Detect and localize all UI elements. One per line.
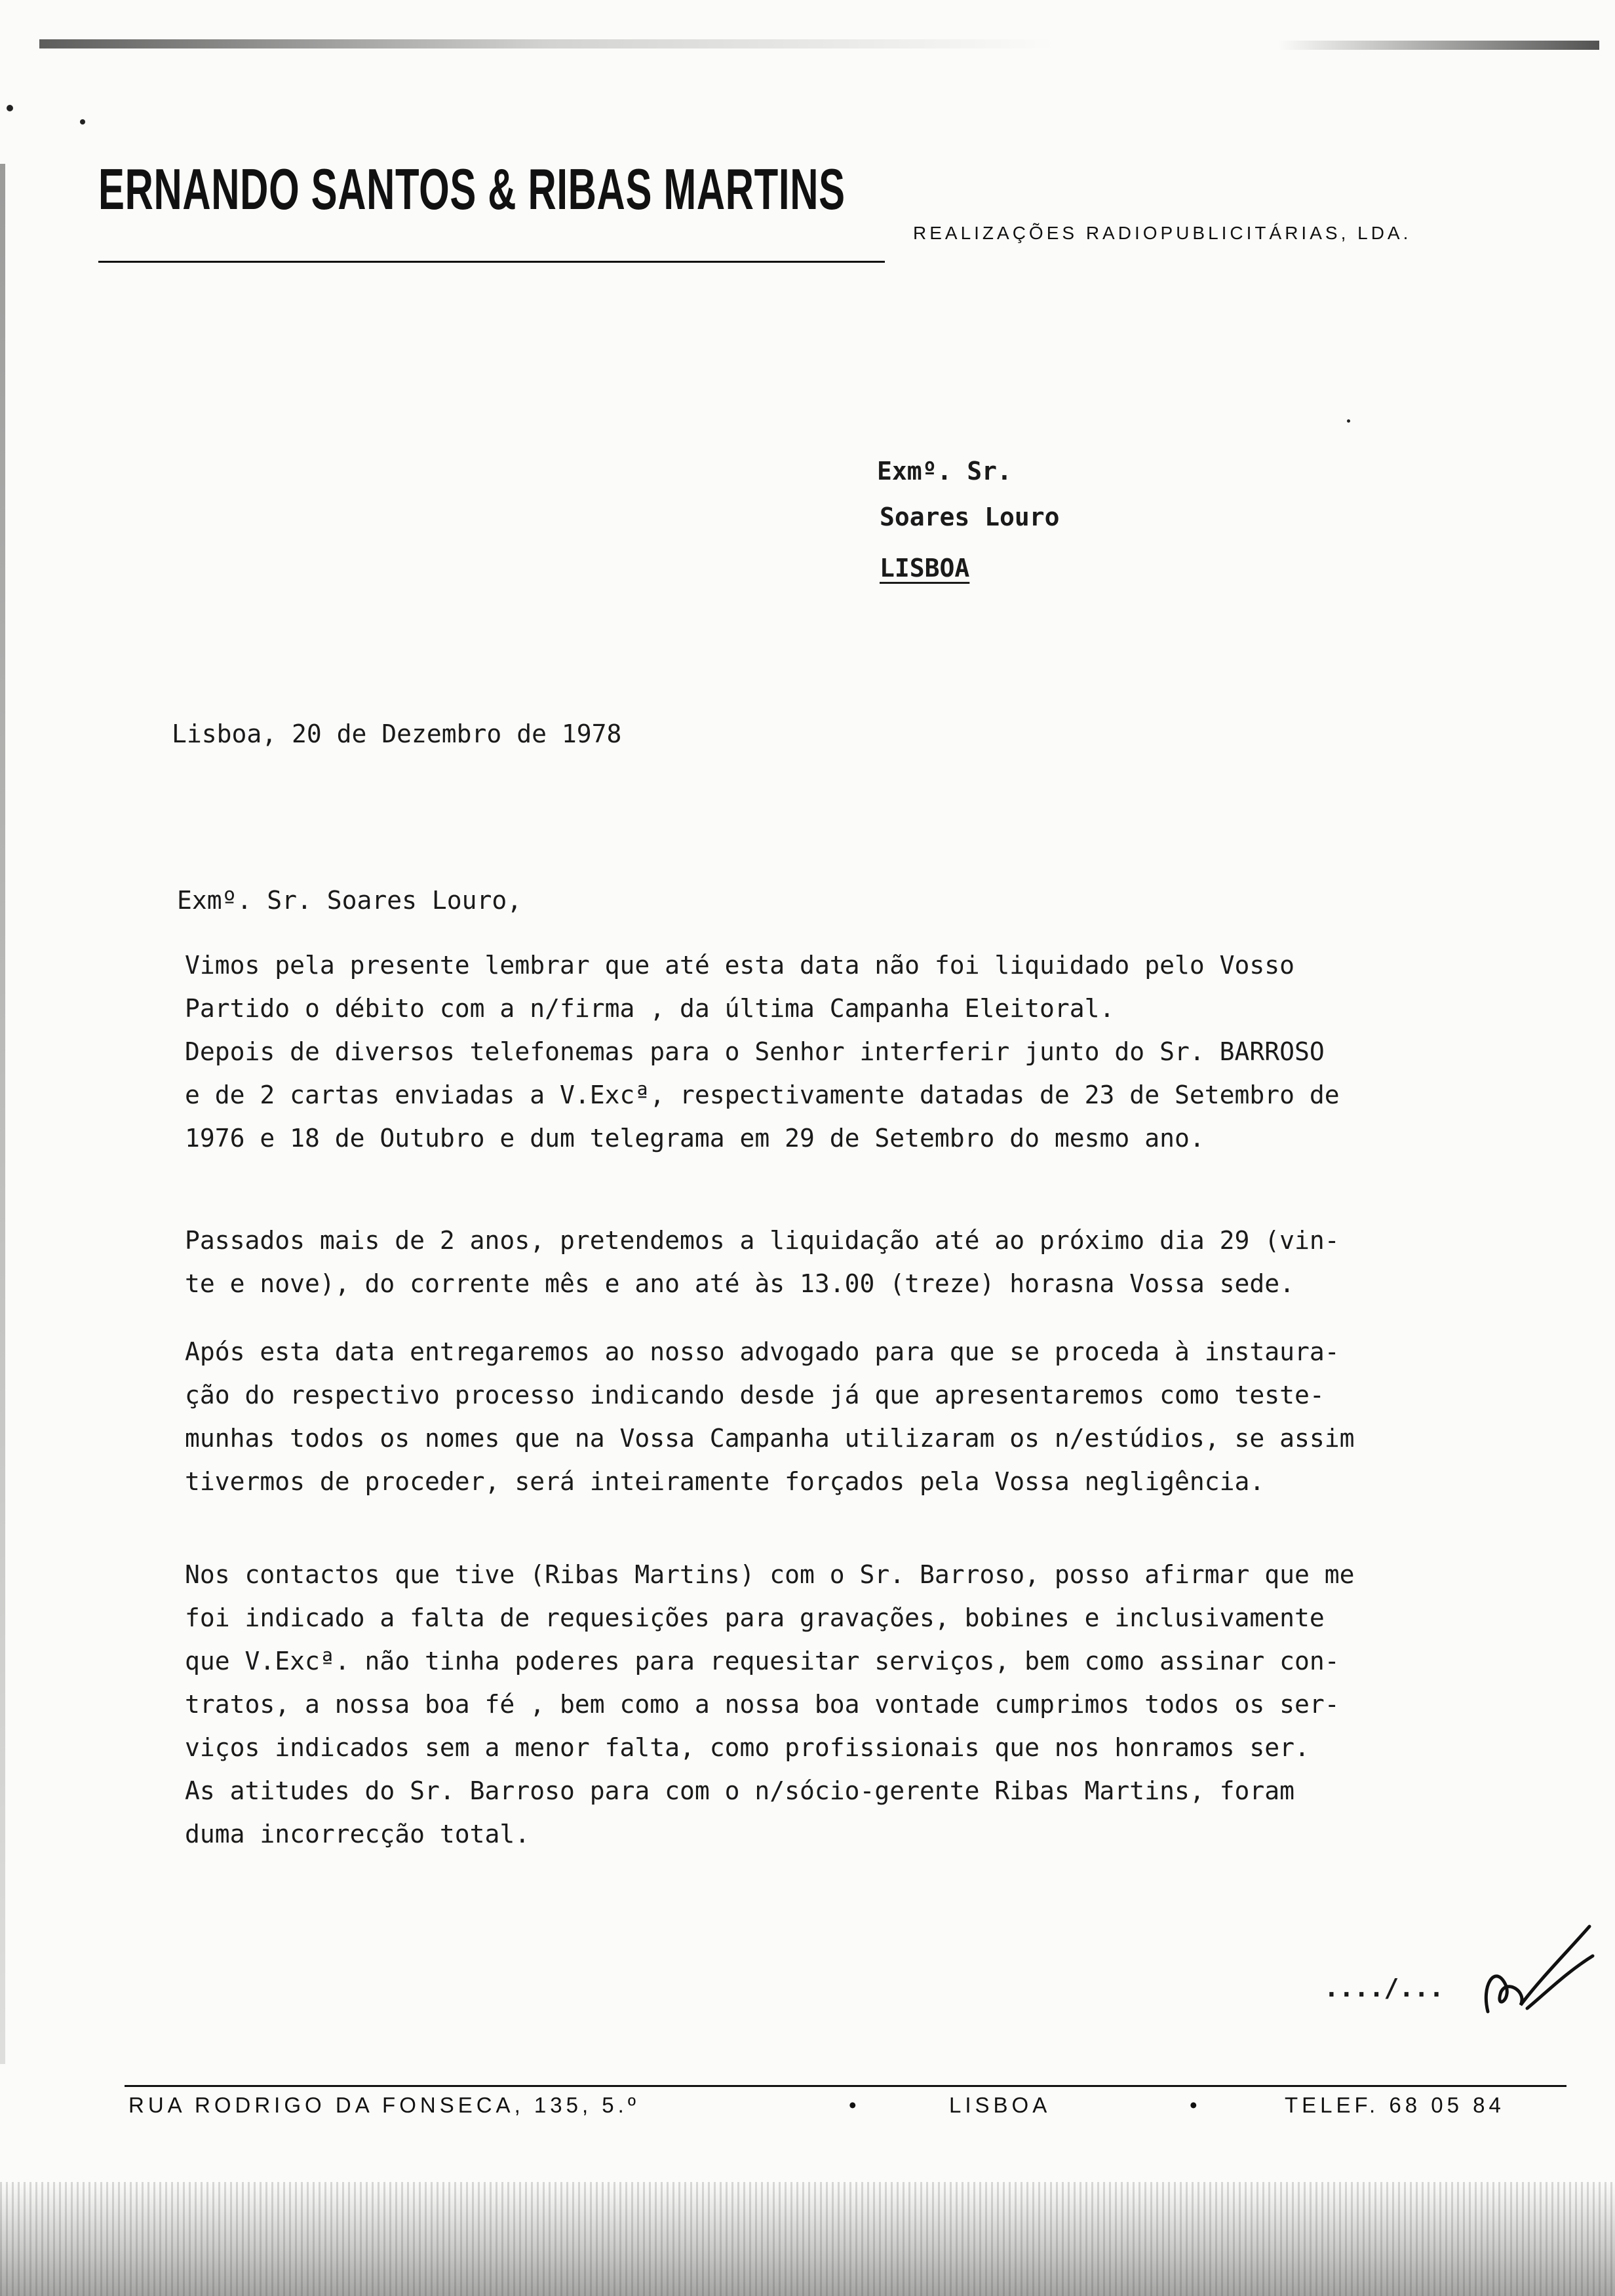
company-tagline: REALIZAÇÕES RADIOPUBLICITÁRIAS, LDA.: [913, 223, 1412, 243]
paragraph-3: [185, 1330, 1561, 1503]
letterhead-rule: [98, 261, 885, 263]
footer-address: RUA RODRIGO DA FONSECA, 135, 5.º: [128, 2093, 640, 2117]
footer-bullet: •: [849, 2093, 861, 2117]
body-line: Vimos pela presente lembrar que até esta data não foi liquidado pelo Vosso: [185, 951, 1294, 980]
body-line: Depois de diversos telefonemas para o Senhor interferir junto do Sr. BARROSO: [185, 1037, 1325, 1066]
footer-rule: [125, 2085, 1566, 2087]
date-line: Lisboa, 20 de Dezembro de 1978: [172, 719, 622, 748]
scan-noise-bottom: [0, 2182, 1615, 2296]
recipient-salutation: Exmº. Sr.: [877, 457, 1012, 486]
body-line: tivermos de proceder, será inteiramente forçados pela Vossa negligência.: [185, 1467, 1265, 1496]
body-line: 1976 e 18 de Outubro e dum telegrama em 29 de Setembro do mesmo ano.: [185, 1124, 1205, 1153]
recipient-city: LISBOA: [880, 554, 970, 583]
paragraph-1: [185, 944, 1561, 1160]
handwritten-initials: [1468, 1920, 1599, 2025]
body-line: e de 2 cartas enviadas a V.Excª, respectivamente datadas de 23 de Setembro de: [185, 1081, 1340, 1109]
body-line: As atitudes do Sr. Barroso para com o n/sócio-gerente Ribas Martins, foram: [185, 1776, 1294, 1805]
scan-speck: [1347, 419, 1350, 423]
body-line: ção do respectivo processo indicando desde já que apresentaremos como teste-: [185, 1381, 1325, 1409]
body-line: foi indicado a falta de requesições para gravações, bobines e inclusivamente: [185, 1603, 1325, 1632]
body-line: Após esta data entregaremos ao nosso advogado para que se proceda à instaura-: [185, 1337, 1340, 1366]
body-line: Passados mais de 2 anos, pretendemos a liquidação até ao próximo dia 29 (vin-: [185, 1226, 1340, 1255]
body-line: duma incorrecção total.: [185, 1820, 530, 1848]
paragraph-2: [185, 1219, 1561, 1305]
scan-speck: [7, 105, 13, 111]
body-line: Nos contactos que tive (Ribas Martins) com o Sr. Barroso, posso afirmar que me: [185, 1560, 1355, 1589]
continuation-mark: ..../...: [1324, 1974, 1445, 2002]
paragraph-4: [185, 1553, 1561, 1856]
scan-noise-top-right: [1278, 41, 1599, 50]
company-name: ERNANDO SANTOS & RIBAS MARTINS: [98, 157, 846, 221]
body-line: viços indicados sem a menor falta, como profissionais que nos honramos ser.: [185, 1733, 1310, 1762]
greeting: Exmº. Sr. Soares Louro,: [177, 886, 522, 915]
body-line: munhas todos os nomes que na Vossa Campanha utilizaram os n/estúdios, se assim: [185, 1424, 1355, 1453]
body-line: que V.Excª. não tinha poderes para requesitar serviços, bem como assinar con-: [185, 1647, 1340, 1675]
recipient-name: Soares Louro: [880, 503, 1060, 531]
footer-bullet: •: [1190, 2093, 1201, 2117]
body-line: Partido o débito com a n/firma , da última Campanha Eleitoral.: [185, 994, 1115, 1023]
scan-noise-top: [39, 39, 1055, 48]
footer-city: LISBOA: [949, 2093, 1051, 2117]
body-line: tratos, a nossa boa fé , bem como a nossa boa vontade cumprimos todos os ser-: [185, 1690, 1340, 1719]
body-line: te e nove), do corrente mês e ano até às 13.00 (treze) horasna Vossa sede.: [185, 1269, 1294, 1298]
footer-phone: TELEF. 68 05 84: [1285, 2093, 1505, 2117]
scan-noise-left: [0, 164, 5, 2064]
scan-speck: [80, 119, 85, 124]
